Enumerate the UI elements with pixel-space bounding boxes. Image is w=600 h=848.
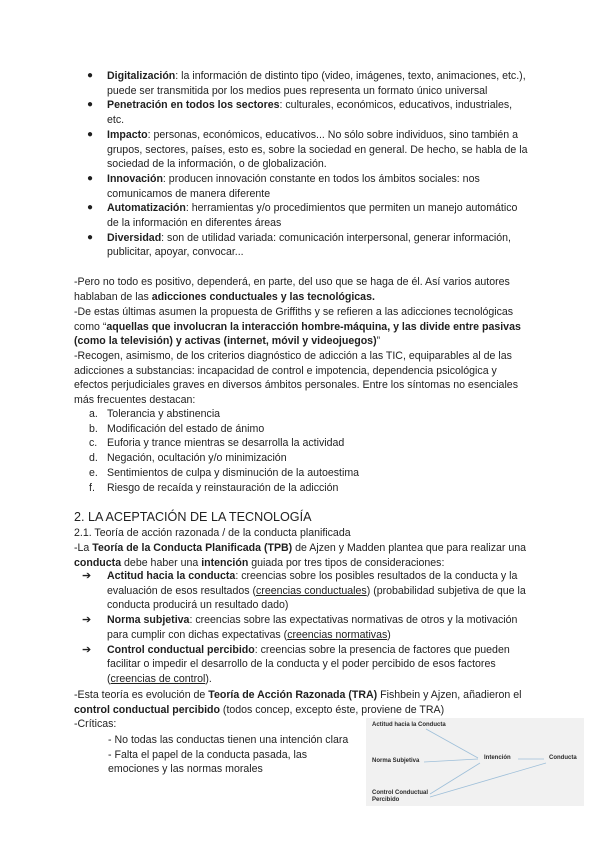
paragraph-tra: -Esta teoría es evolución de Teoría de Acción Razonada (TRA) Fishbein y Ajzen, añadieron el control conductual percibido (todos concep, excepto éste, proviene de TRA) bbox=[74, 689, 522, 716]
connector-norma bbox=[424, 759, 478, 762]
list-item bbox=[74, 231, 529, 260]
list-item bbox=[74, 69, 529, 98]
list-item bbox=[74, 128, 529, 172]
arrow-icon: ➔ bbox=[82, 614, 92, 627]
description: : culturales, económicos, educativos, industriales, etc. bbox=[107, 99, 513, 127]
bullet-icon: ● bbox=[87, 70, 94, 81]
list-item: ➔ Actitud hacia la conducta: creencias sobre los posibles resultados de la conducta y la evaluación de esos resultados (creencias conductuales) (probabilidad subjetiva de que la conducta producirá un resultado dado) bbox=[74, 569, 530, 613]
description: : son de utilidad variada: comunicación interpersonal, generar información, publicitar, apoyar, convocar... bbox=[107, 231, 511, 259]
characteristics-list bbox=[74, 69, 529, 260]
bullet-icon: ● bbox=[87, 172, 94, 184]
bullet-icon: ● bbox=[87, 231, 94, 243]
tpb-diagram bbox=[366, 718, 584, 806]
bullet-icon: ● bbox=[87, 99, 94, 111]
term: Diversidad bbox=[107, 231, 162, 244]
list-item: c. Euforia y trance mientras se desarrolla la actividad bbox=[89, 437, 345, 450]
node-conducta: Conducta bbox=[549, 755, 577, 761]
term: Penetración en todos los sectores bbox=[107, 99, 280, 112]
symptoms-list bbox=[74, 407, 530, 495]
term: Impacto bbox=[107, 128, 148, 141]
list-item: d. Negación, ocultación y/o minimización bbox=[89, 452, 287, 465]
description: : la información de distinto tipo (video, imágenes, texto, animaciones, etc.), puede ser transmitida por los medios pues representa un formato único universal bbox=[107, 70, 526, 97]
paragraph-adicciones: -Pero no todo es positivo, dependerá, en parte, del uso que se haga de él. Así varios autores hablaban de las adicciones conductuales y las tecnológicas. bbox=[74, 276, 510, 303]
paragraph-griffiths: -De estas últimas asumen la propuesta de Griffiths y se refieren a las adicciones tecnológicas como “aquellas que involucran la interacción hombre-máquina, y las divide entre pasivas (como la televisión) y activas (internet, móvil y videojuegos)” bbox=[74, 306, 521, 348]
list-item: b. Modificación del estado de ánimo bbox=[89, 422, 265, 435]
node-norma-subjetiva: Norma Subjetiva bbox=[372, 758, 420, 764]
list-item: ➔ Control conductual percibido: creencias sobre la presencia de factores que pueden facilitar o impedir el desarrollo de la conducta y el poder percibido de esos factores (creencias de control). bbox=[74, 643, 530, 687]
description: : producen innovación constante en todos los ámbitos sociales: nos comunicamos de manera diferente bbox=[107, 172, 480, 200]
paragraph-criterios: -Recogen, asimismo, de los criterios diagnóstico de adicción a las TIC, equiparables al de las adicciones a substancias: incapacidad de control e impotencia, dependencia psicológica y efectos perjudiciales graves en diversos ámbitos personales. Entre los síntomas no esenciales más frecuentes destacan: bbox=[74, 350, 518, 407]
description: : personas, económicos, educativos... No sólo sobre individuos, sino también a grupos, sectores, países, esto es, sobre la sociedad en general. De hecho, se habla de la sociedad de la información, o de globalización. bbox=[107, 128, 528, 171]
bullet-icon: ● bbox=[87, 128, 94, 140]
node-control: Control Conductual Percibido bbox=[372, 790, 428, 803]
list-item: e. Sentimientos de culpa y disminución de la autoestima bbox=[89, 466, 360, 479]
arrow-icon: ➔ bbox=[82, 643, 92, 656]
arrow-icon: ➔ bbox=[82, 570, 92, 582]
list-item: f. Riesgo de recaída y reinstauración de la adicción bbox=[89, 481, 339, 494]
term: Digitalización bbox=[107, 70, 176, 82]
considerations-list bbox=[74, 569, 530, 687]
term: Innovación bbox=[107, 172, 163, 185]
paragraph-tpb: -La Teoría de la Conducta Planificada (TPB) de Ajzen y Madden plantea que para realizar una conducta debe haber una intención guiada por tres tipos de consideraciones: bbox=[74, 542, 527, 569]
list-item: - No todas las conductas tienen una intención clara bbox=[108, 734, 349, 746]
list-item: a. Tolerancia y abstinencia bbox=[89, 408, 221, 420]
list-item: ➔ Norma subjetiva: creencias sobre las expectativas normativas de otros y la motivación para cumplir con dichas expectativas (creencias normativas) bbox=[74, 613, 530, 642]
term: Automatización bbox=[107, 202, 186, 215]
list-item bbox=[74, 172, 529, 201]
description: : herramientas y/o procedimientos que permiten un manejo automático de la información en diferentes áreas bbox=[107, 202, 518, 230]
connector-actitud bbox=[426, 729, 478, 758]
criticas-label: -Críticas: bbox=[74, 718, 117, 730]
node-actitud: Actitud hacia la Conducta bbox=[372, 722, 446, 728]
bullet-icon: ● bbox=[87, 202, 94, 214]
section-heading: 2. LA ACEPTACIÓN DE LA TECNOLOGÍA bbox=[74, 510, 312, 524]
list-item bbox=[74, 201, 529, 230]
connector-control-conducta bbox=[430, 763, 546, 797]
list-item bbox=[74, 98, 529, 127]
subheading: 2.1. Teoría de acción razonada / de la conducta planificada bbox=[74, 527, 351, 539]
criticas-list bbox=[108, 733, 368, 777]
node-intencion: Intención bbox=[484, 755, 511, 761]
list-item: - Falta el papel de la conducta pasada, las emociones y las normas morales bbox=[108, 748, 308, 776]
